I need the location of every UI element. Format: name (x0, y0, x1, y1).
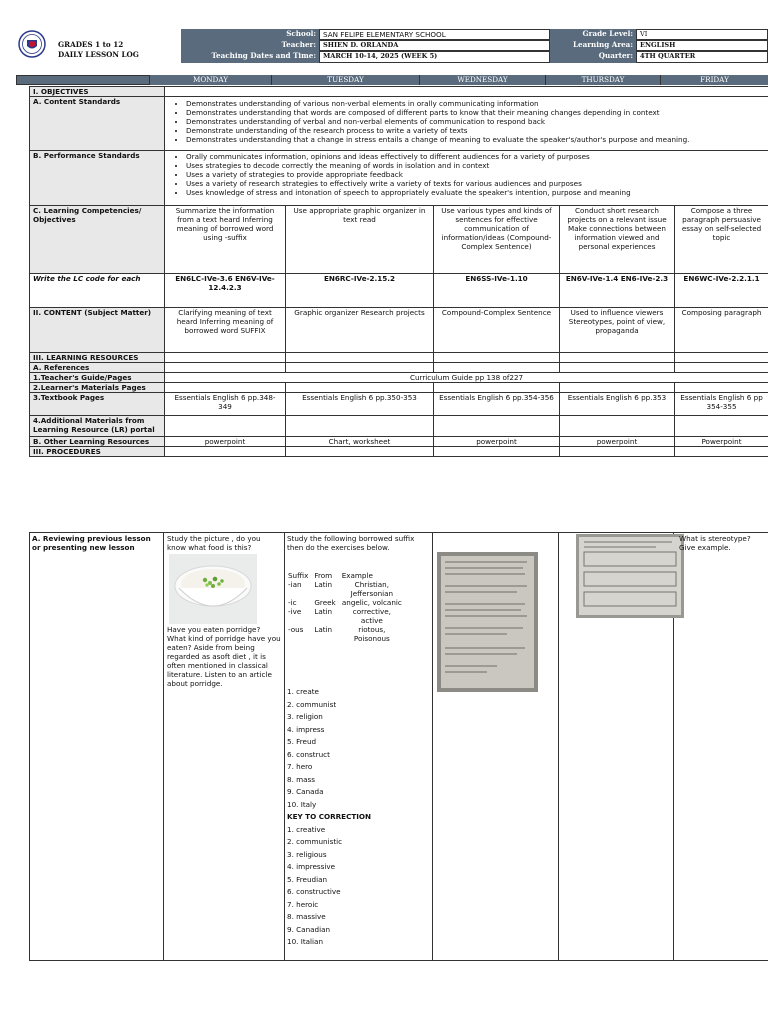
other-thursday: powerpoint (560, 437, 675, 447)
lm-label: 2.Learner's Materials Pages (30, 383, 165, 393)
lr-portal-label: 4.Additional Materials from Learning Resource (LR) portal (30, 416, 165, 437)
lc-code-label: Write the LC code for each (30, 274, 165, 308)
exercise-item: 2. communist (287, 699, 337, 709)
content-standard-item: • Demonstrate understanding of the research process to write a variety of texts (186, 126, 765, 135)
content-thursday: Used to influence viewers Stereotypes, point of view, propaganda (560, 308, 675, 353)
key-item: 10. Italian (287, 937, 324, 946)
log-label: DAILY LESSON LOG (58, 50, 139, 59)
lc-code-thursday: EN6V-IVe-1.4 EN6-IVe-2.3 (560, 274, 675, 308)
grade-value: VI (636, 29, 768, 40)
suffix-cell: -ive (288, 607, 302, 616)
resources-heading: III. LEARNING RESOURCES (30, 353, 165, 363)
key-item: 2. communistic (287, 837, 343, 846)
teacher-value: SHIEN D. ORLANDA (319, 40, 550, 51)
content-wednesday: Compound-Complex Sentence (434, 308, 560, 353)
textbook-thursday: Essentials English 6 pp.353 (560, 393, 675, 416)
performance-standard-item: • Uses knowledge of stress and intonation of speech to appropriately evaluate the speaker's intention, purpose and meaning (186, 188, 765, 197)
content-standard-item: • Demonstrates understanding that a change in stress entails a change of meaning to evaluate the speaker's/author's purpose and meaning. (186, 135, 765, 144)
exercise-item: 6. construct (287, 749, 330, 759)
exercise-item: 10. Italy (287, 799, 317, 809)
area-value: ENGLISH (636, 40, 768, 51)
suffix-head: Suffix (288, 571, 309, 580)
key-item: 7. heroic (287, 899, 319, 909)
review-label: A. Reviewing previous lesson or presenting new lesson (32, 534, 151, 552)
day-thursday: THURSDAY (545, 75, 660, 85)
other-friday: Powerpoint (675, 437, 768, 447)
day-wednesday: WEDNESDAY (419, 75, 545, 85)
day-monday: MONDAY (150, 75, 271, 85)
exercise-item: 5. Freud (287, 737, 317, 746)
exercise-list (287, 686, 427, 949)
suffix-cell: Greek (314, 598, 336, 607)
content-friday: Composing paragraph (675, 308, 768, 353)
day-tuesday: TUESDAY (271, 75, 419, 85)
content-tuesday: Graphic organizer Research projects (286, 308, 434, 353)
textbook-label: 3.Textbook Pages (30, 393, 165, 416)
suffix-head: From (314, 571, 333, 580)
lc-code-monday: EN6LC-IVe-3.6 EN6V-IVe-12.4.2.3 (165, 274, 286, 308)
tuesday-intro: Study the following borrowed suffix then do the exercises below. (287, 534, 415, 552)
teacher-label: Teacher: (181, 40, 319, 51)
competency-tuesday: Use appropriate graphic organizer in text read (286, 206, 434, 274)
tg-label: 1.Teacher's Guide/Pages (30, 373, 165, 383)
competency-friday: Compose a three paragraph persuasive essay on self-selected topic (675, 206, 768, 274)
key-item: 4. impressive (287, 862, 336, 871)
other-monday: powerpoint (165, 437, 286, 447)
suffix-cell: -ous (288, 625, 304, 634)
exercise-item: 7. hero (287, 762, 313, 771)
key-item: 1. creative (287, 824, 326, 834)
header-info-table (181, 29, 768, 63)
content-standards-label: A. Content Standards (30, 97, 165, 151)
competency-thursday: Conduct short research projects on a relevant issue Make connections between information viewed and personal experiences (560, 206, 675, 274)
exercise-item: 9. Canada (287, 787, 324, 796)
worksheet-photo (437, 552, 538, 692)
exercise-item: 4. impress (287, 724, 325, 734)
exercise-item: 3. religion (287, 712, 323, 721)
performance-standard-item: • Uses a variety of research strategies to effectively write a variety of texts for various audiences and purposes (186, 179, 765, 188)
suffix-cell: Christian, Jeffersonian (350, 580, 394, 598)
exercise-item: 1. create (287, 687, 319, 696)
area-label: Learning Area: (550, 40, 636, 51)
key-item: 8. massive (287, 912, 326, 921)
school-value: SAN FELIPE ELEMENTARY SCHOOL (319, 29, 550, 40)
day-friday: FRIDAY (660, 75, 768, 85)
procedures-heading: III. PROCEDURES (30, 447, 165, 457)
key-item: 9. Canadian (287, 924, 331, 934)
textbook-friday: Essentials English 6 pp 354-355 (675, 393, 768, 416)
suffix-cell: corrective, active (352, 607, 391, 625)
key-item: 3. religious (287, 849, 327, 859)
suffix-cell: Latin (314, 607, 333, 616)
suffix-cell: Latin (314, 625, 333, 634)
grade-label: Grade Level: (550, 29, 636, 40)
school-label: School: (181, 29, 319, 40)
performance-standard-item: • Orally communicates information, opinions and ideas effectively to different audiences for a variety of purposes (186, 152, 765, 161)
thursday-worksheet-photo (576, 534, 684, 618)
suffix-table (285, 571, 405, 643)
suffix-cell: -ian (288, 580, 302, 589)
key-label: KEY TO CORRECTION (287, 812, 372, 821)
performance-standard-item: • Uses strategies to decode correctly the meaning of words in isolation and in context (186, 161, 765, 170)
lc-code-wednesday: EN6SS-IVe-1.10 (434, 274, 560, 308)
key-item: 5. Freudian (287, 874, 328, 884)
suffix-cell: riotous, Poisonous (353, 625, 390, 643)
textbook-wednesday: Essentials English 6 pp.354-356 (434, 393, 560, 416)
objectives-heading: I. OBJECTIVES (30, 87, 165, 97)
dates-label: Teaching Dates and Time: (181, 51, 319, 63)
friday-text: What is stereotype? Give example. (679, 534, 751, 552)
content-label: II. CONTENT (Subject Matter) (30, 308, 165, 353)
other-wednesday: powerpoint (434, 437, 560, 447)
performance-standards-label: B. Performance Standards (30, 151, 165, 206)
competency-monday: Summarize the information from a text heard Inferring meaning of borrowed word using -suffix (165, 206, 286, 274)
suffix-head: Example (341, 571, 373, 580)
competency-wednesday: Use various types and kinds of sentences for effective communication of information/ideas (Compound-Complex Sentence) (434, 206, 560, 274)
other-tuesday: Chart, worksheet (286, 437, 434, 447)
monday-text: Have you eaten porridge? What kind of porridge have you eaten? Aside from being regarded as asoft diet , it is often mentioned in classical literature. Listen to an article about porridge. (167, 625, 281, 688)
exercise-item: 8. mass (287, 774, 316, 784)
suffix-cell: Latin (314, 580, 333, 589)
procedures-table (29, 532, 768, 961)
textbook-monday: Essentials English 6 pp.348-349 (165, 393, 286, 416)
content-standards-list (168, 99, 765, 144)
porridge-image (169, 554, 257, 624)
performance-standards-list (168, 152, 765, 197)
deped-seal (18, 30, 46, 58)
suffix-cell: -ic (288, 598, 297, 607)
quarter-value: 4TH QUARTER (636, 51, 768, 63)
content-monday: Clarifying meaning of text heard Inferring meaning of borrowed word SUFFIX (165, 308, 286, 353)
lc-code-tuesday: EN6RC-IVe-2.15.2 (286, 274, 434, 308)
other-resources-label: B. Other Learning Resources (30, 437, 165, 447)
grades-label: GRADES 1 to 12 (58, 40, 124, 49)
key-item: 6. constructive (287, 887, 341, 896)
content-standard-item: • Demonstrates understanding of verbal and non-verbal elements of communication to respond back (186, 117, 765, 126)
content-standard-item: • Demonstrates understanding of various non-verbal elements in orally communicating information (186, 99, 765, 108)
day-header-row (16, 75, 768, 85)
monday-question: Study the picture , do you know what food is this? (167, 534, 261, 552)
performance-standard-item: • Uses a variety of strategies to provide appropriate feedback (186, 170, 765, 179)
quarter-label: Quarter: (550, 51, 636, 63)
competencies-label: C. Learning Competencies/ Objectives (30, 206, 165, 274)
content-standard-item: • Demonstrates understanding that words are composed of different parts to know that their meaning changes depending in context (186, 108, 765, 117)
lesson-log-table (29, 86, 768, 457)
textbook-tuesday: Essentials English 6 pp.350-353 (286, 393, 434, 416)
lc-code-friday: EN6WC-IVe-2.2.1.1 (675, 274, 768, 308)
references-label: A. References (30, 363, 165, 373)
tg-value: Curriculum Guide pp 138 of227 (165, 373, 768, 383)
dates-value: MARCH 10-14, 2025 (WEEK 5) (319, 51, 550, 63)
suffix-cell: angelic, volcanic (341, 598, 402, 607)
